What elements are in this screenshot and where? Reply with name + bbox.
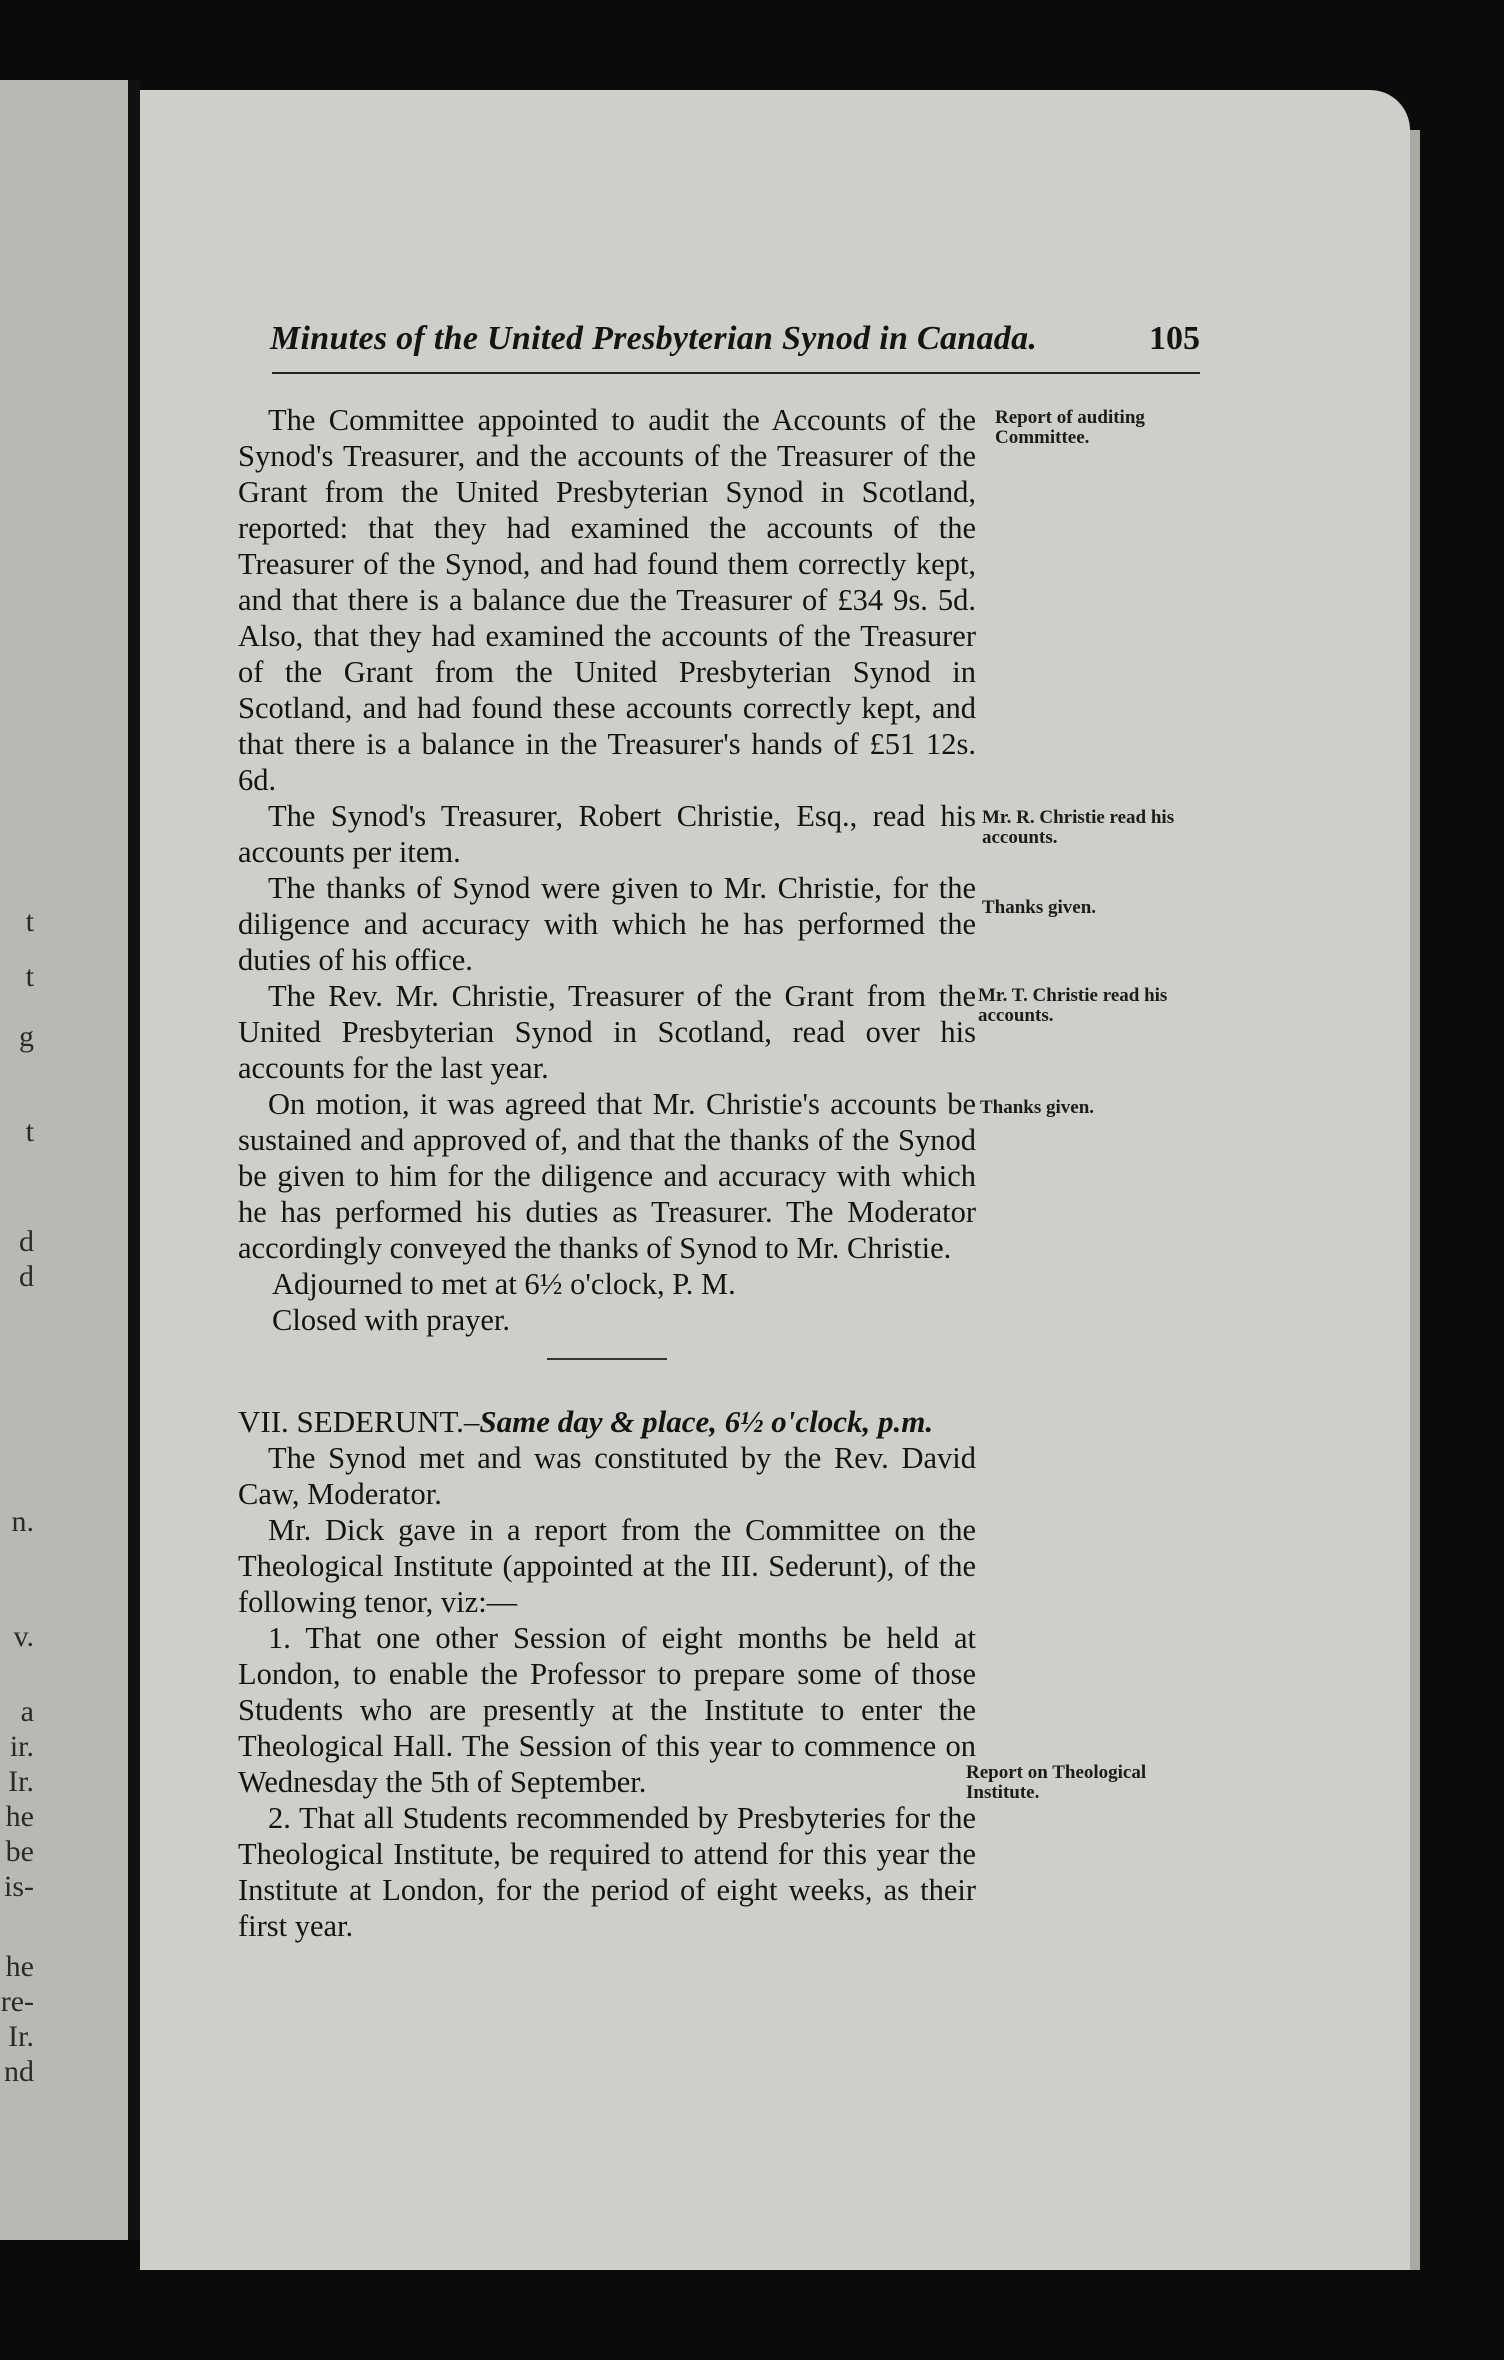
left-page-fragment: d	[19, 1260, 34, 1293]
sederunt-heading	[238, 1404, 976, 1440]
paragraph-constituted: The Synod met and was constituted by the Rev. David Caw, Moderator.	[238, 1441, 976, 1511]
page-number: 105	[1149, 320, 1200, 357]
paragraph-closed: Closed with prayer.	[272, 1303, 511, 1337]
left-page-fragment: Ir.	[8, 1765, 34, 1798]
left-page-fragment: he	[5, 1950, 34, 1983]
minutes-body	[238, 402, 976, 1944]
paragraph-item-1: 1. That one other Session of eight months be held at London, to enable the Professor to prepare some of those Students who are presently at the Institute to enter the Theological Hall. The Session of this year to commence on Wednesday the 5th of September.	[238, 1621, 976, 1799]
left-page-fragment: a	[20, 1695, 34, 1728]
left-page-fragment: ir.	[9, 1730, 34, 1763]
paragraph-motion: On motion, it was agreed that Mr. Christie's accounts be sustained and approved of, and that the thanks of the Synod be given to him for the diligence and accuracy with which he has performed his duties as Treasurer. The Moderator accordingly conveyed the thanks of Synod to Mr. Christie.	[238, 1087, 976, 1265]
adjacent-page-strip	[0, 80, 132, 2240]
left-page-fragment: he	[5, 1800, 34, 1833]
left-page-fragment: t	[25, 960, 34, 993]
left-page-fragment: nd	[4, 2055, 34, 2088]
left-page-fragment: t	[25, 1115, 34, 1148]
left-page-fragment: is-	[4, 1870, 34, 1903]
header-rule	[272, 372, 1200, 374]
left-page-fragment: Ir.	[8, 2020, 34, 2053]
margin-note-theological: Report on Theological Institute.	[966, 1762, 1147, 1803]
margin-note-thanks-1: Thanks given.	[982, 897, 1097, 918]
sederunt-title: VII. SEDERUNT.–	[238, 1404, 480, 1439]
sederunt-subtitle: Same day & place, 6½ o'clock, p.m.	[479, 1404, 934, 1439]
paragraph-treasurer-read: The Synod's Treasurer, Robert Christie, Esq., read his accounts per item.	[238, 799, 976, 869]
paragraph-t-christie-read: The Rev. Mr. Christie, Treasurer of the Grant from the United Presbyterian Synod in Scotland, read over his accounts for the last year.	[238, 979, 976, 1085]
paragraph-item-2: 2. That all Students recommended by Presbyteries for the Theological Institute, be required to attend for this year the Institute at London, for the period of eight weeks, as their first year.	[238, 1801, 976, 1943]
left-page-fragment: d	[19, 1225, 34, 1258]
left-page-fragment: t	[25, 905, 34, 938]
page-title: Minutes of the United Presbyterian Synod in Canada.	[270, 320, 1038, 357]
margin-note-t-christie: Mr. T. Christie read his accounts.	[978, 985, 1168, 1026]
left-page-fragment: n.	[11, 1505, 34, 1538]
paragraph-dick-report: Mr. Dick gave in a report from the Committee on the Theological Institute (appointed at the III. Sederunt), of the following tenor, viz:—	[238, 1513, 976, 1619]
running-header	[270, 320, 1200, 358]
left-page-fragment: g	[19, 1020, 34, 1053]
left-page-fragment: be	[5, 1835, 34, 1868]
margin-note-r-christie: Mr. R. Christie read his accounts.	[982, 807, 1175, 848]
margin-note-auditing: Report of auditing Committee.	[995, 407, 1145, 448]
paragraph-thanks-r-christie: The thanks of Synod were given to Mr. Christie, for the diligence and accuracy with which he has performed the duties of his office.	[238, 871, 976, 977]
margin-note-thanks-2: Thanks given.	[980, 1097, 1095, 1118]
book-gutter	[128, 80, 140, 2240]
paragraph-adjourned: Adjourned to met at 6½ o'clock, P. M.	[272, 1267, 736, 1301]
section-divider	[547, 1358, 667, 1360]
left-page-fragment: re-	[0, 1985, 34, 2018]
left-page-fragment: v.	[13, 1620, 34, 1653]
paragraph-audit: The Committee appointed to audit the Accounts of the Synod's Treasurer, and the accounts of the Treasurer of the Grant from the United Presbyterian Synod in Scotland, reported: that they had examined the accounts of the Treasurer of the Synod, and had found them correctly kept, and that there is a balance due the Treasurer of £34 9s. 5d. Also, that they had examined the accounts of the Treasurer of the Grant from the United Presbyterian Synod in Scotland, and had found these accounts correctly kept, and that there is a balance in the Treasurer's hands of £51 12s. 6d.	[238, 403, 976, 797]
